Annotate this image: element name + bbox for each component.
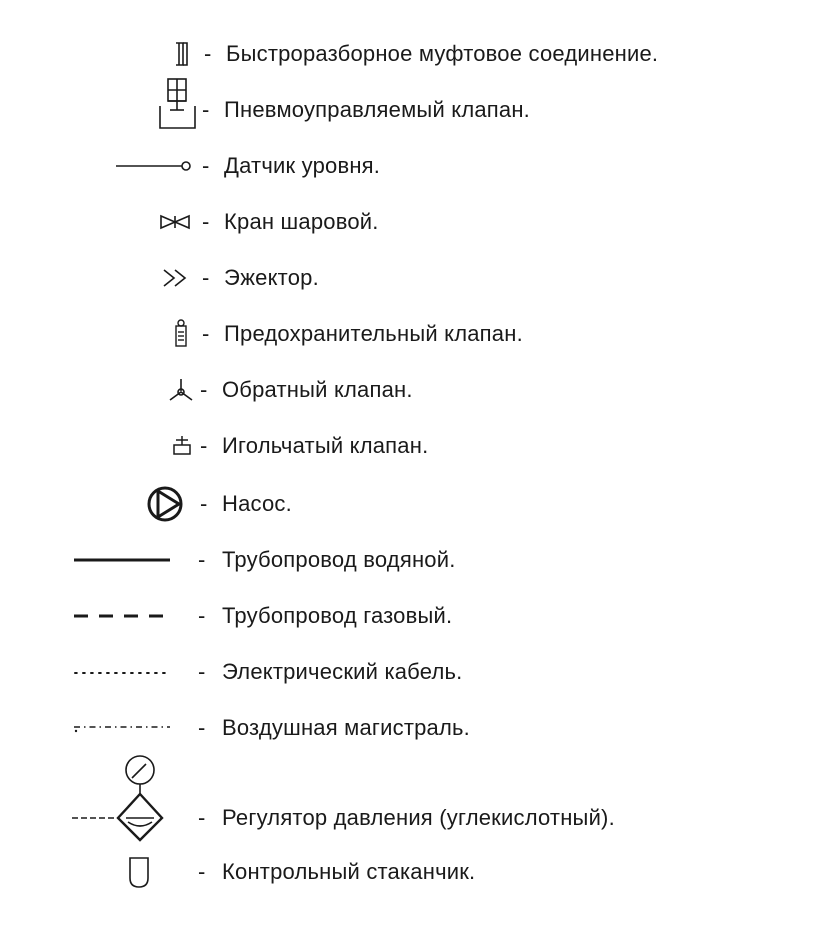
ball-valve-icon bbox=[158, 202, 194, 242]
level-sensor-icon bbox=[114, 146, 194, 186]
legend-label: Эжектор. bbox=[224, 265, 319, 290]
quick-coupling-icon bbox=[170, 34, 196, 74]
separator-dash: - bbox=[202, 97, 210, 122]
legend-label: Регулятор давления (углекислотный). bbox=[222, 805, 615, 830]
separator-dash: - bbox=[204, 41, 212, 66]
safety-valve-icon bbox=[168, 314, 194, 354]
legend-label: Предохранительный клапан. bbox=[224, 321, 523, 346]
ejector-icon bbox=[160, 258, 194, 298]
legend-item-level-sensor bbox=[0, 146, 832, 186]
legend-label: Быстроразборное муфтовое соединение. bbox=[226, 41, 659, 66]
separator-dash: - bbox=[200, 377, 208, 402]
legend-item-control-cup bbox=[0, 852, 832, 892]
legend-item-check-valve bbox=[0, 370, 832, 410]
dotted-line-icon bbox=[72, 652, 172, 692]
legend-item-pneumatic-valve bbox=[0, 90, 832, 130]
separator-dash: - bbox=[198, 715, 206, 740]
legend-label: Электрический кабель. bbox=[222, 659, 463, 684]
legend-label: Обратный клапан. bbox=[222, 377, 413, 402]
legend-label: Пневмоуправляемый клапан. bbox=[224, 97, 530, 122]
legend-label: Воздушная магистраль. bbox=[222, 715, 470, 740]
legend-label: Трубопровод газовый. bbox=[222, 603, 453, 628]
legend-item-quick-coupling bbox=[0, 34, 832, 74]
legend-item-water-pipeline bbox=[0, 540, 832, 580]
legend-item-ejector bbox=[0, 258, 832, 298]
needle-valve-icon bbox=[170, 426, 194, 466]
legend-label: Кран шаровой. bbox=[224, 209, 379, 234]
dash-dot-line-icon bbox=[72, 708, 172, 748]
legend-item-pump bbox=[0, 484, 832, 524]
separator-dash: - bbox=[198, 805, 206, 830]
legend-item-ball-valve bbox=[0, 202, 832, 242]
legend-label: Контрольный стаканчик. bbox=[222, 859, 476, 884]
pressure-regulator-icon bbox=[70, 752, 174, 842]
separator-dash: - bbox=[198, 603, 206, 628]
dashed-line-icon bbox=[72, 596, 172, 636]
check-valve-icon bbox=[166, 370, 196, 410]
separator-dash: - bbox=[202, 209, 210, 234]
separator-dash: - bbox=[202, 321, 210, 346]
separator-dash: - bbox=[202, 153, 210, 178]
pump-icon bbox=[142, 484, 188, 524]
legend-item-gas-pipeline bbox=[0, 596, 832, 636]
legend-label: Датчик уровня. bbox=[224, 153, 381, 178]
legend-item-air-line bbox=[0, 708, 832, 748]
separator-dash: - bbox=[200, 433, 208, 458]
legend-label: Трубопровод водяной. bbox=[222, 547, 456, 572]
legend-label: Насос. bbox=[222, 491, 292, 516]
separator-dash: - bbox=[198, 547, 206, 572]
legend-item-needle-valve bbox=[0, 426, 832, 466]
separator-dash: - bbox=[198, 659, 206, 684]
separator-dash: - bbox=[198, 859, 206, 884]
legend-item-pressure-regulator bbox=[0, 798, 832, 838]
legend-item-safety-valve bbox=[0, 314, 832, 354]
pneumatic-valve-icon bbox=[155, 76, 203, 136]
separator-dash: - bbox=[202, 265, 210, 290]
separator-dash: - bbox=[200, 491, 208, 516]
legend-item-electric-cable bbox=[0, 652, 832, 692]
control-cup-icon bbox=[124, 852, 154, 892]
legend-label: Игольчатый клапан. bbox=[222, 433, 429, 458]
solid-line-icon bbox=[72, 540, 172, 580]
